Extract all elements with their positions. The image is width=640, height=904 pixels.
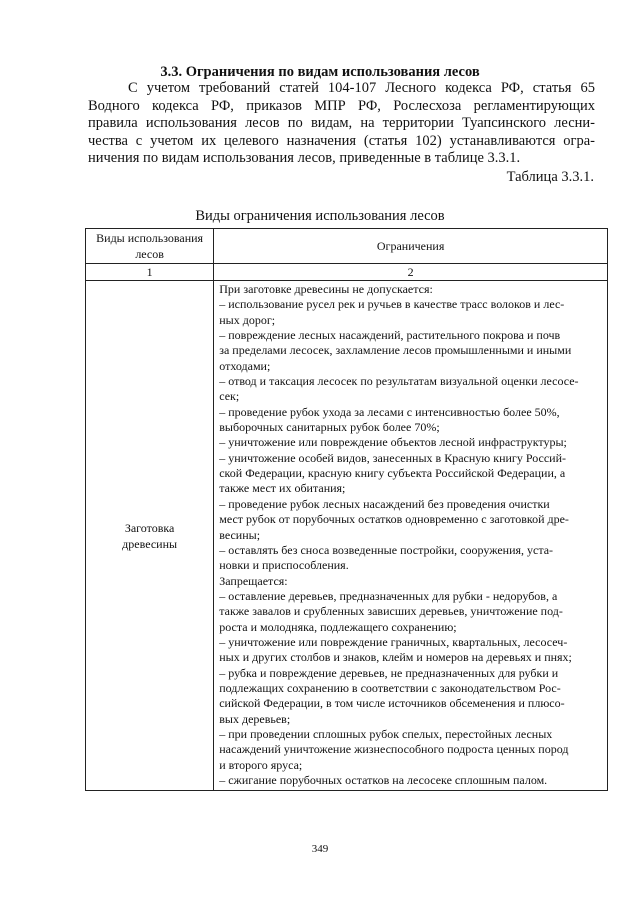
- table-row: [86, 281, 608, 791]
- usage-type-text: Заготовка: [124, 520, 175, 535]
- restriction-line: – отвод и таксация лесосек по результатам визуальной оценки лесосе-: [219, 374, 579, 389]
- intro-line: С учетом требований статей 104-107 Лесного кодекса РФ, статья 65: [128, 80, 595, 96]
- restriction-line: также завалов и срубленных зависших деревьев, уничтожение под-: [219, 604, 563, 619]
- intro-paragraph: [88, 80, 595, 168]
- header-cell-restrictions: Ограничения: [214, 229, 608, 264]
- page-number: 349: [311, 843, 329, 855]
- restriction-line: – сжигание порубочных остатков на лесосеке сплошным палом.: [219, 773, 548, 787]
- restriction-line: – оставление деревьев, предназначенных для рубки - недорубов, а: [219, 588, 558, 603]
- restriction-line: насаждений уничтожение жизнеспособного подроста ценных пород: [219, 742, 569, 757]
- restriction-line: выборочных санитарных рубок более 70%;: [219, 420, 440, 435]
- restriction-line: роста и молодняка, подлежащего сохранению;: [219, 619, 457, 634]
- column-number-cell: 1: [86, 264, 214, 281]
- restriction-line: – проведение рубок лесных насаждений без проведения очистки: [219, 496, 550, 511]
- restriction-line: мест рубок от порубочных остатков одновременно с заготовкой дре-: [219, 512, 569, 527]
- restrictions-cell: [214, 281, 608, 791]
- restriction-line: – при проведении сплошных рубок спелых, перестойных лесных: [219, 726, 553, 741]
- section-heading: 3.3. Ограничения по видам использования лесов: [160, 64, 480, 80]
- restriction-line: – оставлять без сноса возведенные постройки, сооружения, уста-: [219, 542, 554, 557]
- restriction-line: подлежащих сохранению в соответствии с законодательством Рос-: [219, 680, 561, 695]
- header-text: Виды использования: [96, 231, 204, 245]
- restriction-line: сийской Федерации, в том числе источников обсеменения и плюсо-: [219, 696, 565, 711]
- restriction-line: вых деревьев;: [219, 711, 291, 726]
- restriction-line: – уничтожение или повреждение объектов лесной инфраструктуры;: [219, 435, 567, 450]
- table-header-row: [86, 229, 608, 264]
- restrictions-table: [85, 228, 608, 791]
- restriction-line: новки и приспособления.: [219, 558, 349, 573]
- restriction-line: – повреждение лесных насаждений, растительного покрова и почв: [219, 328, 561, 343]
- intro-line: правила использования лесов по видам, на территории Туапсинского лесни-: [88, 115, 595, 132]
- restriction-line: ской Федерации, красную книгу субъекта Российской Федерации, а: [219, 466, 566, 481]
- restriction-line: сек;: [219, 389, 240, 404]
- restriction-line: и второго яруса;: [219, 757, 303, 772]
- restriction-line: При заготовке древесины не допускается:: [219, 282, 433, 296]
- restriction-line: – рубка и повреждение деревьев, не предназначенных для рубки и: [219, 665, 559, 680]
- restriction-line: ных и других столбов и знаков, клейм и номеров на деревьях и пнях;: [219, 650, 572, 665]
- intro-line: ничения по видам использования лесов, приведенные в таблице 3.3.1.: [88, 150, 521, 167]
- intro-line: чества с учетом их целевого назначения (статья 102) устанавливаются огра-: [88, 132, 595, 149]
- restriction-line: Запрещается:: [219, 573, 288, 588]
- restriction-line: – уничтожение особей видов, занесенных в Красную книгу Россий-: [219, 450, 566, 465]
- restriction-line: за пределами лесосек, захламление лесов промышленными и иными: [219, 343, 572, 358]
- header-text: лесов: [135, 247, 164, 261]
- restriction-line: – уничтожение или повреждение граничных, квартальных, лесосеч-: [219, 634, 568, 649]
- restriction-line: также мест их обитания;: [219, 481, 346, 496]
- header-cell-usage-types: [86, 229, 214, 264]
- intro-line: Водного кодекса РФ, приказов МПР РФ, Рослесхоза регламентирующих: [88, 97, 595, 114]
- column-number-cell: 2: [214, 264, 608, 281]
- restriction-line: весины;: [219, 527, 261, 542]
- restriction-line: ных дорог;: [219, 312, 276, 327]
- usage-type-cell: [86, 281, 214, 791]
- restriction-line: отходами;: [219, 358, 271, 373]
- usage-type-text: древесины: [122, 536, 178, 551]
- table-reference: Таблица 3.3.1.: [506, 169, 594, 185]
- restriction-line: – проведение рубок ухода за лесами с интенсивностью более 50%,: [219, 404, 560, 419]
- restriction-line: – использование русел рек и ручьев в качестве трасс волоков и лес-: [219, 297, 565, 312]
- table-caption: Виды ограничения использования лесов: [195, 208, 445, 224]
- column-number-row: [86, 264, 608, 281]
